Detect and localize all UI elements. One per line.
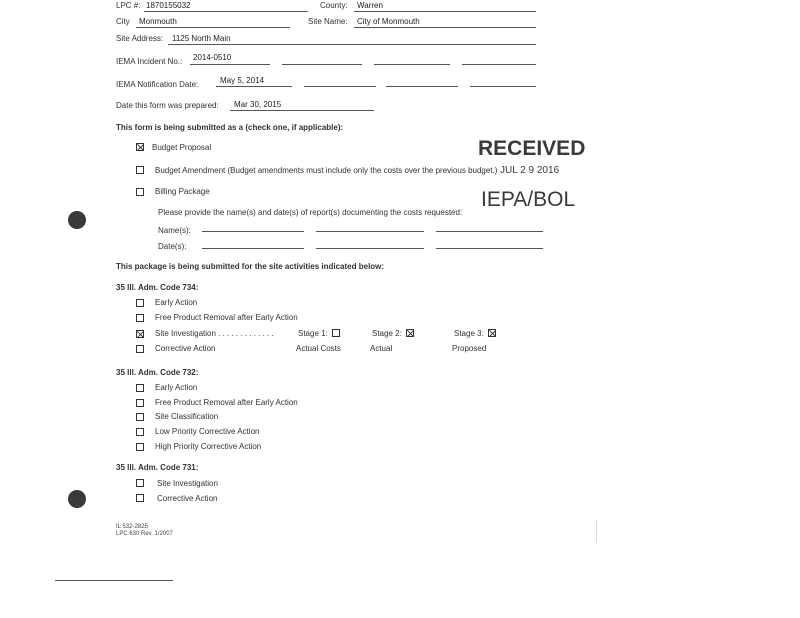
stage3-label: Stage 3: [454,329,484,338]
punch-hole-bottom [68,490,86,508]
c734-early-action-checkbox[interactable] [136,299,144,307]
c734-corrective-action-checkbox[interactable] [136,345,144,353]
page-edge-mark [596,520,597,542]
c731-corrective-action-label: Corrective Action [157,494,218,503]
code732-title: 35 Ill. Adm. Code 732: [116,368,199,377]
stage1-sub: Actual Costs [296,344,341,353]
stage3-checkbox[interactable] [488,329,496,337]
c734-early-action-label: Early Action [155,298,198,307]
prepared-line [230,110,374,111]
notification-label: IEMA Notification Date: [116,80,199,89]
names-line-1[interactable] [202,231,304,232]
punch-hole-top [68,211,86,229]
lpc-label: LPC #: [116,1,141,10]
notification-line-4 [470,86,536,87]
code731-title: 35 Ill. Adm. Code 731: [116,463,199,472]
c731-site-investigation-label: Site Investigation [157,479,218,488]
form-revision: LPC 630 Rev. 1/2007 [116,531,173,537]
c732-free-product-label: Free Product Removal after Early Action [155,398,298,407]
c734-site-investigation-checkbox[interactable] [136,330,144,338]
city-label: City [116,17,130,26]
prepared-label: Date this form was prepared: [116,101,219,110]
dates-label: Date(s): [158,242,187,251]
county-label: County: [320,1,348,10]
dates-line-3[interactable] [436,248,543,249]
names-line-3[interactable] [436,231,543,232]
site-address-line [168,44,536,45]
incident-line-2 [282,64,362,65]
stage2-checkbox[interactable] [406,329,414,337]
site-name-label: Site Name: [308,17,348,26]
incident-line-3 [374,64,450,65]
c732-early-action-label: Early Action [155,383,198,392]
stage2-sub: Actual [370,344,393,353]
c732-high-priority-checkbox[interactable] [136,443,144,451]
budget-proposal-label: Budget Proposal [152,143,212,152]
site-address-label: Site Address: [116,34,164,43]
names-line-2[interactable] [316,231,424,232]
c732-free-product-checkbox[interactable] [136,399,144,407]
city-value: Monmouth [139,17,177,26]
c732-early-action-checkbox[interactable] [136,384,144,392]
footnote-separator [55,580,173,581]
submission-heading: This form is being submitted as a (check one, if applicable): [116,123,344,132]
stage2-label: Stage 2: [372,329,402,338]
billing-package-checkbox[interactable] [136,188,144,196]
lpc-value: 1870155032 [146,1,191,10]
c731-corrective-action-checkbox[interactable] [136,494,144,502]
stage3-sub: Proposed [452,344,487,353]
provide-text: Please provide the name(s) and date(s) of report(s) documenting the costs requested: [158,208,463,217]
lpc-line [144,11,308,12]
c734-free-product-checkbox[interactable] [136,314,144,322]
code734-title: 35 Ill. Adm. Code 734: [116,283,199,292]
c734-corrective-action-label: Corrective Action [155,344,216,353]
activities-heading: This package is being submitted for the site activities indicated below: [116,262,385,271]
c732-high-priority-label: High Priority Corrective Action [155,442,262,451]
site-name-line [354,27,536,28]
incident-value: 2014-0510 [193,53,232,62]
budget-proposal-checkbox[interactable] [136,143,144,151]
dates-line-2[interactable] [316,248,424,249]
site-address-value: 1125 North Main [172,34,231,43]
notification-value: May 5, 2014 [220,76,265,85]
budget-amendment-label: Budget Amendment (Budget amendments must include only the costs over the previous budget.) [155,166,498,175]
incident-label: IEMA Incident No.: [116,57,183,66]
c732-site-classification-checkbox[interactable] [136,413,144,421]
c732-low-priority-label: Low Priority Corrective Action [155,427,260,436]
notification-line-2 [304,86,376,87]
site-name-value: City of Monmouth [357,17,420,26]
billing-package-label: Billing Package [155,187,210,196]
c732-low-priority-checkbox[interactable] [136,428,144,436]
dates-line-1[interactable] [202,248,304,249]
incident-line-1 [190,64,270,65]
stage1-label: Stage 1: [298,329,328,338]
notification-line-3 [386,86,458,87]
incident-line-4 [462,64,536,65]
stage1-checkbox[interactable] [332,329,340,337]
city-line [136,27,290,28]
c734-free-product-label: Free Product Removal after Early Action [155,313,298,322]
notification-line-1 [216,86,292,87]
prepared-value: Mar 30, 2015 [234,100,282,109]
county-value: Warren [357,1,383,10]
budget-amendment-checkbox[interactable] [136,166,144,174]
c731-site-investigation-checkbox[interactable] [136,479,144,487]
names-label: Name(s): [158,226,191,235]
form-number: IL 532-2825 [116,524,148,530]
county-line [354,11,536,12]
received-date-stamp: JUL 2 9 2016 [500,165,560,176]
received-stamp: RECEIVED [478,137,586,160]
c734-site-investigation-label: Site Investigation . . . . . . . . . . . . . [155,329,274,338]
c732-site-classification-label: Site Classification [155,412,219,421]
iepa-bol-stamp: IEPA/BOL [481,188,576,211]
